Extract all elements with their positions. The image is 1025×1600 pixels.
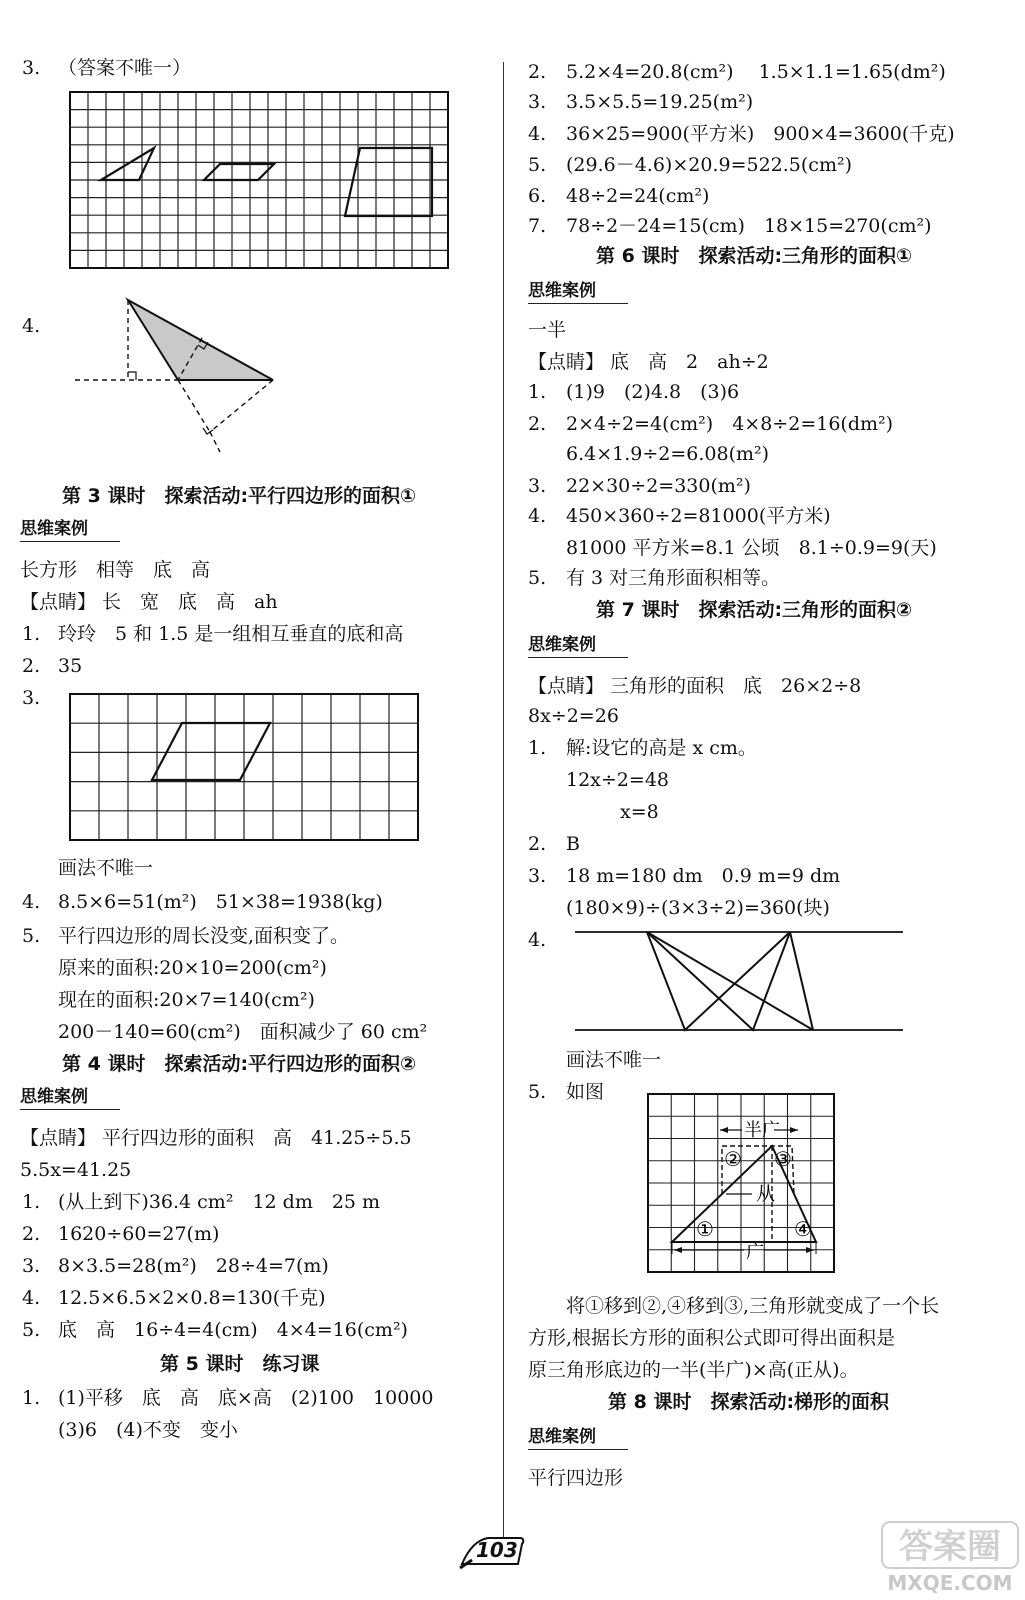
item-number: 6. (528, 185, 547, 207)
item-text: 78÷2－24=15(cm) 18×15=270(cm²) (566, 215, 932, 237)
case-underline (20, 1109, 120, 1110)
case-answer: 平行四边形 (528, 1467, 624, 1489)
item-text: 1620÷60=27(m) (58, 1223, 220, 1245)
item-number: 1. (528, 737, 547, 759)
watermark-text: 答案圈 (899, 1527, 1001, 1567)
item-number: 2. (528, 833, 547, 855)
label-half-guang: 半广 (744, 1120, 780, 1141)
item-text: 36×25=900(平方米) 900×4=3600(千克) (566, 123, 955, 145)
item-text: 35 (58, 655, 83, 677)
item-text: 48÷2=24(cm²) (566, 185, 710, 207)
calc-line: 12x÷2=48 (566, 769, 669, 791)
watermark-logo (880, 1518, 1020, 1596)
item-text-cont: (3)6 (4)不变 变小 (58, 1419, 238, 1441)
item-text: 3.5×5.5=19.25(m²) (566, 91, 754, 113)
calc-line: 现在的面积:20×7=140(cm²) (58, 989, 315, 1011)
case-label: 思维案例 (528, 1427, 596, 1447)
case-underline (528, 1449, 628, 1450)
item-number: 5. (528, 154, 547, 176)
label-circle-2: ② (724, 1147, 742, 1171)
grid-figure-parallelogram (70, 694, 420, 842)
dianjing: 【点睛】 底 高 2 ah÷2 (528, 351, 769, 373)
item-text: 平行四边形的周长没变,面积变了。 (58, 925, 350, 947)
calc-line: (180×9)÷(3×3÷2)=360(块) (566, 897, 830, 919)
case-answer: 一半 (528, 319, 567, 341)
item-text: 8.5×6=51(m²) 51×38=1938(kg) (58, 891, 383, 913)
item-number: 7. (528, 215, 547, 237)
item-text: 8×3.5=28(m²) 28÷4=7(m) (58, 1255, 329, 1277)
item-text: (从上到下)36.4 cm² 12 dm 25 m (58, 1191, 381, 1213)
item-text: (1)9 (2)4.8 (3)6 (566, 381, 740, 403)
item-text: 12.5×6.5×2×0.8=130(千克) (58, 1287, 326, 1309)
case-answer: 长方形 相等 底 高 (20, 559, 211, 581)
item-text: （答案不唯一） (58, 57, 192, 79)
lesson8-title: 第 8 课时 探索活动:梯形的面积 (608, 1391, 890, 1413)
item-number: 5. (22, 925, 41, 947)
item-number: 1. (22, 1191, 41, 1213)
item-number: 4. (22, 315, 41, 337)
label-cong: 从 (756, 1183, 776, 1205)
case-underline (528, 303, 628, 304)
case-label: 思维案例 (20, 519, 88, 539)
item-text: B (566, 833, 580, 855)
label-circle-1: ① (696, 1217, 714, 1241)
calc-line: x=8 (620, 801, 659, 823)
lesson5-title: 第 5 课时 练习课 (160, 1353, 320, 1375)
triangle-cut-grid-figure (648, 1094, 836, 1274)
item-text: 2×4÷2=4(cm²) 4×8÷2=16(dm²) (566, 413, 894, 435)
item-number: 3. (22, 687, 41, 709)
item-number: 4. (22, 891, 41, 913)
item-number: 3. (528, 865, 547, 887)
item-number: 2. (22, 655, 41, 677)
item-number: 2. (528, 61, 547, 83)
item-text: 底 高 16÷4=4(cm) 4×4=16(cm²) (58, 1319, 408, 1341)
watermark-url: MXQE.COM (887, 1571, 1013, 1595)
case-label: 思维案例 (20, 1087, 88, 1107)
calc-line: 原来的面积:20×10=200(cm²) (58, 957, 327, 979)
item-number: 1. (22, 623, 41, 645)
item-number: 2. (528, 413, 547, 435)
case-underline (20, 541, 120, 542)
item-number: 2. (22, 1223, 41, 1245)
item-number: 3. (528, 475, 547, 497)
explain-line: 方形,根据长方形的面积公式即可得出面积是 (528, 1327, 896, 1349)
item-text: 5.2×4=20.8(cm²) 1.5×1.1=1.65(dm²) (566, 61, 946, 83)
column-divider (503, 62, 504, 1537)
drawing-note: 画法不唯一 (58, 857, 154, 879)
lesson6-title: 第 6 课时 探索活动:三角形的面积① (596, 245, 913, 267)
item-number: 1. (528, 381, 547, 403)
item-text: 如图 (566, 1081, 605, 1103)
case-label: 思维案例 (528, 635, 596, 655)
calc-line: 200－140=60(cm²) 面积减少了 60 cm² (58, 1021, 428, 1043)
item-text: 有 3 对三角形面积相等。 (566, 567, 781, 589)
dianjing: 【点睛】 长 宽 底 高 ah (20, 591, 278, 613)
dianjing: 【点睛】 三角形的面积 底 26×2÷8 (528, 675, 862, 697)
lesson4-title: 第 4 课时 探索活动:平行四边形的面积② (62, 1053, 417, 1075)
item-text: 玲玲 5 和 1.5 是一组相互垂直的底和高 (58, 623, 404, 645)
item-text: (1)平移 底 高 底×高 (2)100 10000 (58, 1387, 434, 1409)
item-number: 5. (528, 1081, 547, 1103)
item-number: 3. (528, 91, 547, 113)
lesson3-title: 第 3 课时 探索活动:平行四边形的面积① (62, 485, 417, 507)
parallel-lines-triangles-figure (575, 928, 905, 1034)
item-number: 4. (22, 1287, 41, 1309)
explain-line: 原三角形底边的一半(半广)×高(正从)。 (528, 1359, 859, 1381)
item-number: 3. (22, 1255, 41, 1277)
case-underline (528, 657, 628, 658)
case-label: 思维案例 (528, 281, 596, 301)
label-circle-4: ④ (794, 1217, 812, 1241)
drawing-note: 画法不唯一 (566, 1049, 662, 1071)
label-circle-3: ③ (774, 1147, 792, 1171)
item-number: 4. (528, 505, 547, 527)
lesson7-title: 第 7 课时 探索活动:三角形的面积② (596, 599, 913, 621)
item-text: 81000 平方米=8.1 公顷 8.1÷0.9=9(天) (566, 537, 937, 559)
label-guang: 广 (746, 1242, 764, 1263)
item-number: 3. (22, 57, 41, 79)
item-number: 5. (22, 1319, 41, 1341)
item-number: 4. (528, 123, 547, 145)
item-number: 1. (22, 1387, 41, 1409)
page-number: 103 (476, 1538, 518, 1562)
item-text: 22×30÷2=330(m²) (566, 475, 751, 497)
item-number: 5. (528, 567, 547, 589)
item-text: 450×360÷2=81000(平方米) (566, 505, 831, 527)
triangle-heights-figure (70, 292, 300, 462)
dianjing: 【点睛】 平行四边形的面积 高 41.25÷5.5 (20, 1127, 412, 1149)
grid-figure-parallelograms (70, 92, 450, 270)
item-text: (29.6－4.6)×20.9=522.5(cm²) (566, 154, 852, 176)
equation: 8x÷2=26 (528, 705, 619, 727)
page-number-badge (458, 1530, 528, 1570)
equation: 5.5x=41.25 (20, 1159, 132, 1181)
item-text: 解:设它的高是 x cm。 (566, 737, 757, 759)
item-text: 18 m=180 dm 0.9 m=9 dm (566, 865, 841, 887)
explain-line: 将①移到②,④移到③,三角形就变成了一个长 (566, 1295, 940, 1317)
item-number: 4. (528, 929, 547, 951)
item-text: 6.4×1.9÷2=6.08(m²) (566, 443, 770, 465)
